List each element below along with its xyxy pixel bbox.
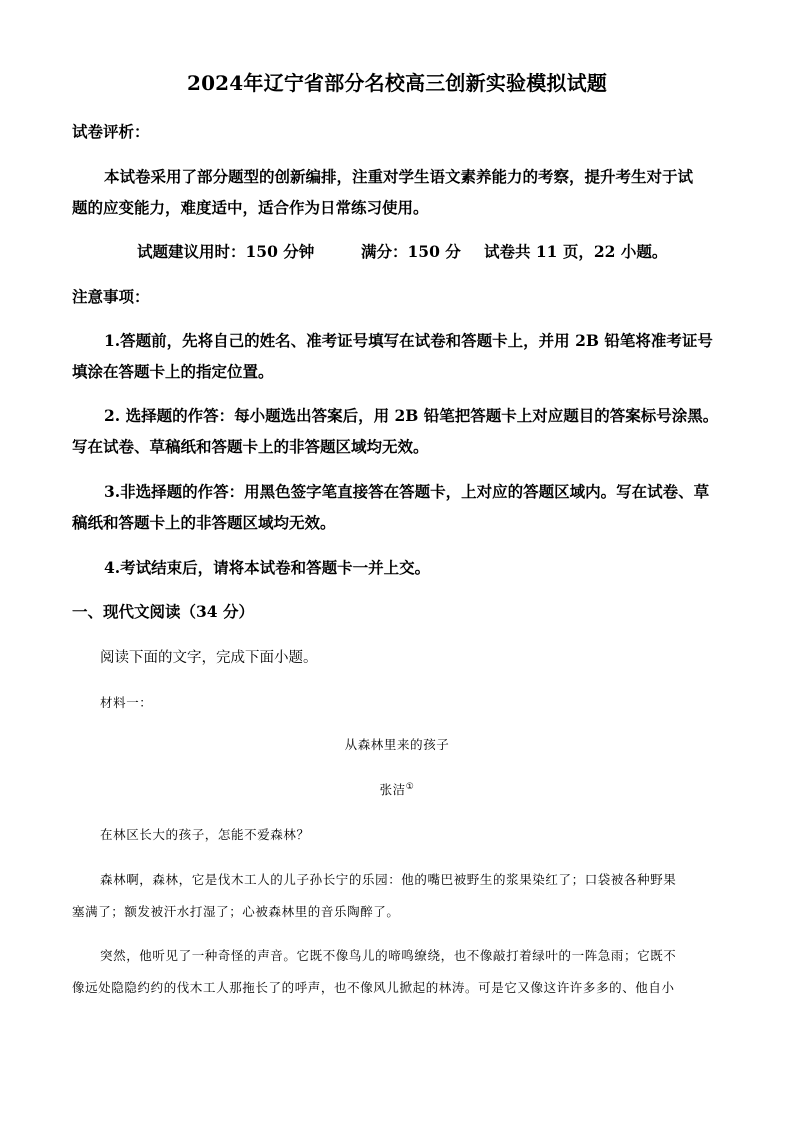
page-count: 试卷共 11 页，22 小题。	[484, 242, 668, 261]
note-item: 1.答题前，先将自己的姓名、准考证号填写在试卷和答题卡上，并用 2B 铅笔将准考证号	[104, 331, 713, 350]
author-name: 张洁	[379, 782, 406, 798]
note-item: 2. 选择题的作答：每小题选出答案后，用 2B 铅笔把答题卡上对应题目的答案标号涂黑。	[104, 406, 719, 425]
review-line: 题的应变能力，难度适中，适合作为日常练习使用。	[72, 198, 429, 217]
section-heading: 一、现代文阅读（34 分）	[72, 602, 254, 621]
note-item: 4.考试结束后，请将本试卷和答题卡一并上交。	[104, 558, 431, 577]
footnote-marker: ①	[405, 782, 415, 792]
exam-title: 2024年辽宁省部分名校高三创新实验模拟试题	[186, 71, 608, 95]
review-heading: 试卷评析：	[72, 122, 150, 141]
story-title: 从森林里来的孩子	[344, 737, 450, 752]
story-paragraph: 塞满了；额发被汗水打湿了；心被森林里的音乐陶醉了。	[72, 904, 400, 919]
note-item: 稿纸和答题卡上的非答题区域均无效。	[72, 513, 336, 532]
story-paragraph: 像远处隐隐约约的伐木工人那拖长了的呼声，也不像风儿掀起的林涛。可是它又像这许许多多的、他自小	[72, 980, 675, 995]
full-score: 满分：150 分	[361, 242, 461, 261]
notes-heading: 注意事项：	[72, 287, 150, 306]
material-label: 材料一：	[100, 695, 153, 710]
story-paragraph: 森林啊，森林，它是伐木工人的儿子孙长宁的乐园：他的嘴巴被野生的浆果染红了；口袋被各种野果	[100, 872, 677, 887]
note-item: 3.非选择题的作答：用黑色签字笔直接答在答题卡，上对应的答题区域内。写在试卷、草	[104, 482, 710, 501]
suggested-time: 试题建议用时：150 分钟	[137, 242, 315, 261]
note-item: 填涂在答题卡上的指定位置。	[72, 362, 274, 381]
reading-instruction: 阅读下面的文字，完成下面小题。	[100, 650, 318, 666]
story-author	[0, 783, 794, 797]
story-paragraph: 突然，他听见了一种奇怪的声音。它既不像鸟儿的啼鸣缭绕，也不像敲打着绿叶的一阵急雨；它既不	[100, 948, 677, 963]
review-line: 本试卷采用了部分题型的创新编排，注重对学生语文素养能力的考察，提升考生对于试	[104, 167, 694, 186]
story-paragraph: 在林区长大的孩子，怎能不爱森林？	[100, 827, 310, 842]
note-item: 写在试卷、草稿纸和答题卡上的非答题区域均无效。	[72, 437, 429, 456]
